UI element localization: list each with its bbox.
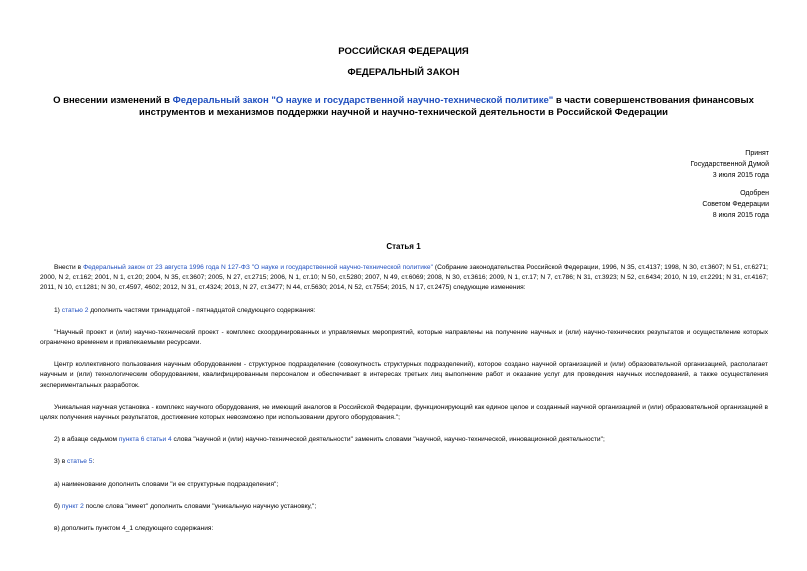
paragraph-item-1 <box>40 306 768 316</box>
paragraph-text: б) <box>54 502 62 510</box>
federal-law-link[interactable]: Федеральный закон от 23 августа 1996 года N 127-ФЗ "О науке и государственной научно-технической политике" <box>83 264 433 271</box>
paragraph-text: слова "научной и (или) научно-технической деятельности" заменить словами "научной, научно-технической, инновационной деятельности"; <box>171 436 605 444</box>
accepted-date: 3 июля 2015 года <box>712 172 769 179</box>
item-2-link[interactable]: пункт 2 <box>61 502 84 510</box>
accepted-body: Государственной Думой <box>690 161 769 168</box>
article-body <box>40 263 768 546</box>
title-prefix: О внесении изменений в <box>53 95 173 106</box>
title-law-link[interactable]: Федеральный закон "О науке и государственной научно-технической политике" <box>172 95 554 106</box>
article-2-link[interactable]: статью 2 <box>61 306 89 314</box>
paragraph-item-2 <box>40 435 768 445</box>
paragraph-text: 3) в <box>54 458 68 466</box>
paragraph-item-3c: в) дополнить пунктом 4_1 следующего содержания: <box>54 525 214 533</box>
paragraph-text: после слова "имеет" дополнить словами "уникальную научную установку,"; <box>83 502 317 510</box>
paragraph-text: дополнить частями тринадцатой - пятнадцатой следующего содержания: <box>88 306 316 314</box>
paragraph-text: 2) в абзаце седьмом <box>54 436 119 444</box>
paragraph-text: Внести в <box>54 264 84 271</box>
accepted-label: Принят <box>745 150 769 157</box>
approved-body: Советом Федерации <box>702 201 769 208</box>
accepted-block <box>690 148 769 181</box>
paragraph-unique-installation: Уникальная научная установка - комплекс научного оборудования, не имеющий аналогов в Российской Федерации, функционирующий как единое целое и созданный научной организацией и (или) образовательной организацией в целях получения научных результатов, достижение которых невозможно при использовании другого оборудования."; <box>40 403 768 422</box>
paragraph-item-3b <box>40 502 768 512</box>
article-5-link[interactable]: статье 5 <box>67 458 93 466</box>
approved-block <box>702 188 769 221</box>
title-suffix: в части совершенствования финансовых инструментов и механизмов поддержки научной и научно-технической деятельности в Российской Федерации <box>139 95 754 118</box>
item-6-article-4-link[interactable]: пункта 6 статьи 4 <box>118 436 172 444</box>
paragraph-text: (Собрание законодательства Российской Федерации, 1996, N 35, ст.4137; 1998, N 30, ст.3607; N 51, ст.6271; 2000, N 2, ст.162; 2001, N 1, ст.20; 2004, N 35, ст.3607; 2005, N 27, ст.2715; 2006, N 1, ст.10; N 50, ст.5280; 2007, N 49, ст.6069; 2008, N 30, ст.3616; 2009, N 1, ст.17; N 7, ст.786; N 31, ст.3923; N 52, ст.6434; 2010, N 19, ст.2291; N 31, ст.4167; 2011, N 10, ст.1281; N 30, ст.4597, 4602; 2012, N 31, ст.4324; 2013, N 27, ст.3477; N 44, ст.5630; 2014, N 52, ст.7554; 2015, N 17, ст.2475) следующие изменения: <box>40 264 769 292</box>
law-title <box>30 95 777 119</box>
paragraph-text: : <box>92 458 95 466</box>
paragraph-text: 1) <box>54 306 62 314</box>
paragraph-item-3a: а) наименование дополнить словами "и ее структурные подразделения"; <box>54 480 279 488</box>
paragraph-shared-use-center: Центр коллективного пользования научным оборудованием - структурное подразделение (совокупность структурных подразделений), которое создано научной организацией и (или) образовательной организацией, располагает научным и (или) технологическим оборудованием, квалифицированным персоналом и обеспечивает в интересах третьих лиц выполнение работ и оказание услуг для проведения научных исследований, а также осуществления экспериментальных разработок. <box>40 361 768 389</box>
article-heading: Статья 1 <box>386 242 421 251</box>
law-type-heading: ФЕДЕРАЛЬНЫЙ ЗАКОН <box>347 67 460 78</box>
paragraph-intro <box>40 263 768 294</box>
approved-date: 8 июля 2015 года <box>712 212 769 219</box>
approved-label: Одобрен <box>740 190 769 197</box>
paragraph-item-3 <box>40 457 768 467</box>
country-heading: РОССИЙСКАЯ ФЕДЕРАЦИЯ <box>338 46 469 57</box>
paragraph-scientific-project: "Научный проект и (или) научно-технический проект - комплекс скоординированных и управляемых мероприятий, которые направлены на получение научных и (или) научно-технических результатов и осуществление которых ограничено временем и привлекаемыми ресурсами. <box>40 328 768 347</box>
